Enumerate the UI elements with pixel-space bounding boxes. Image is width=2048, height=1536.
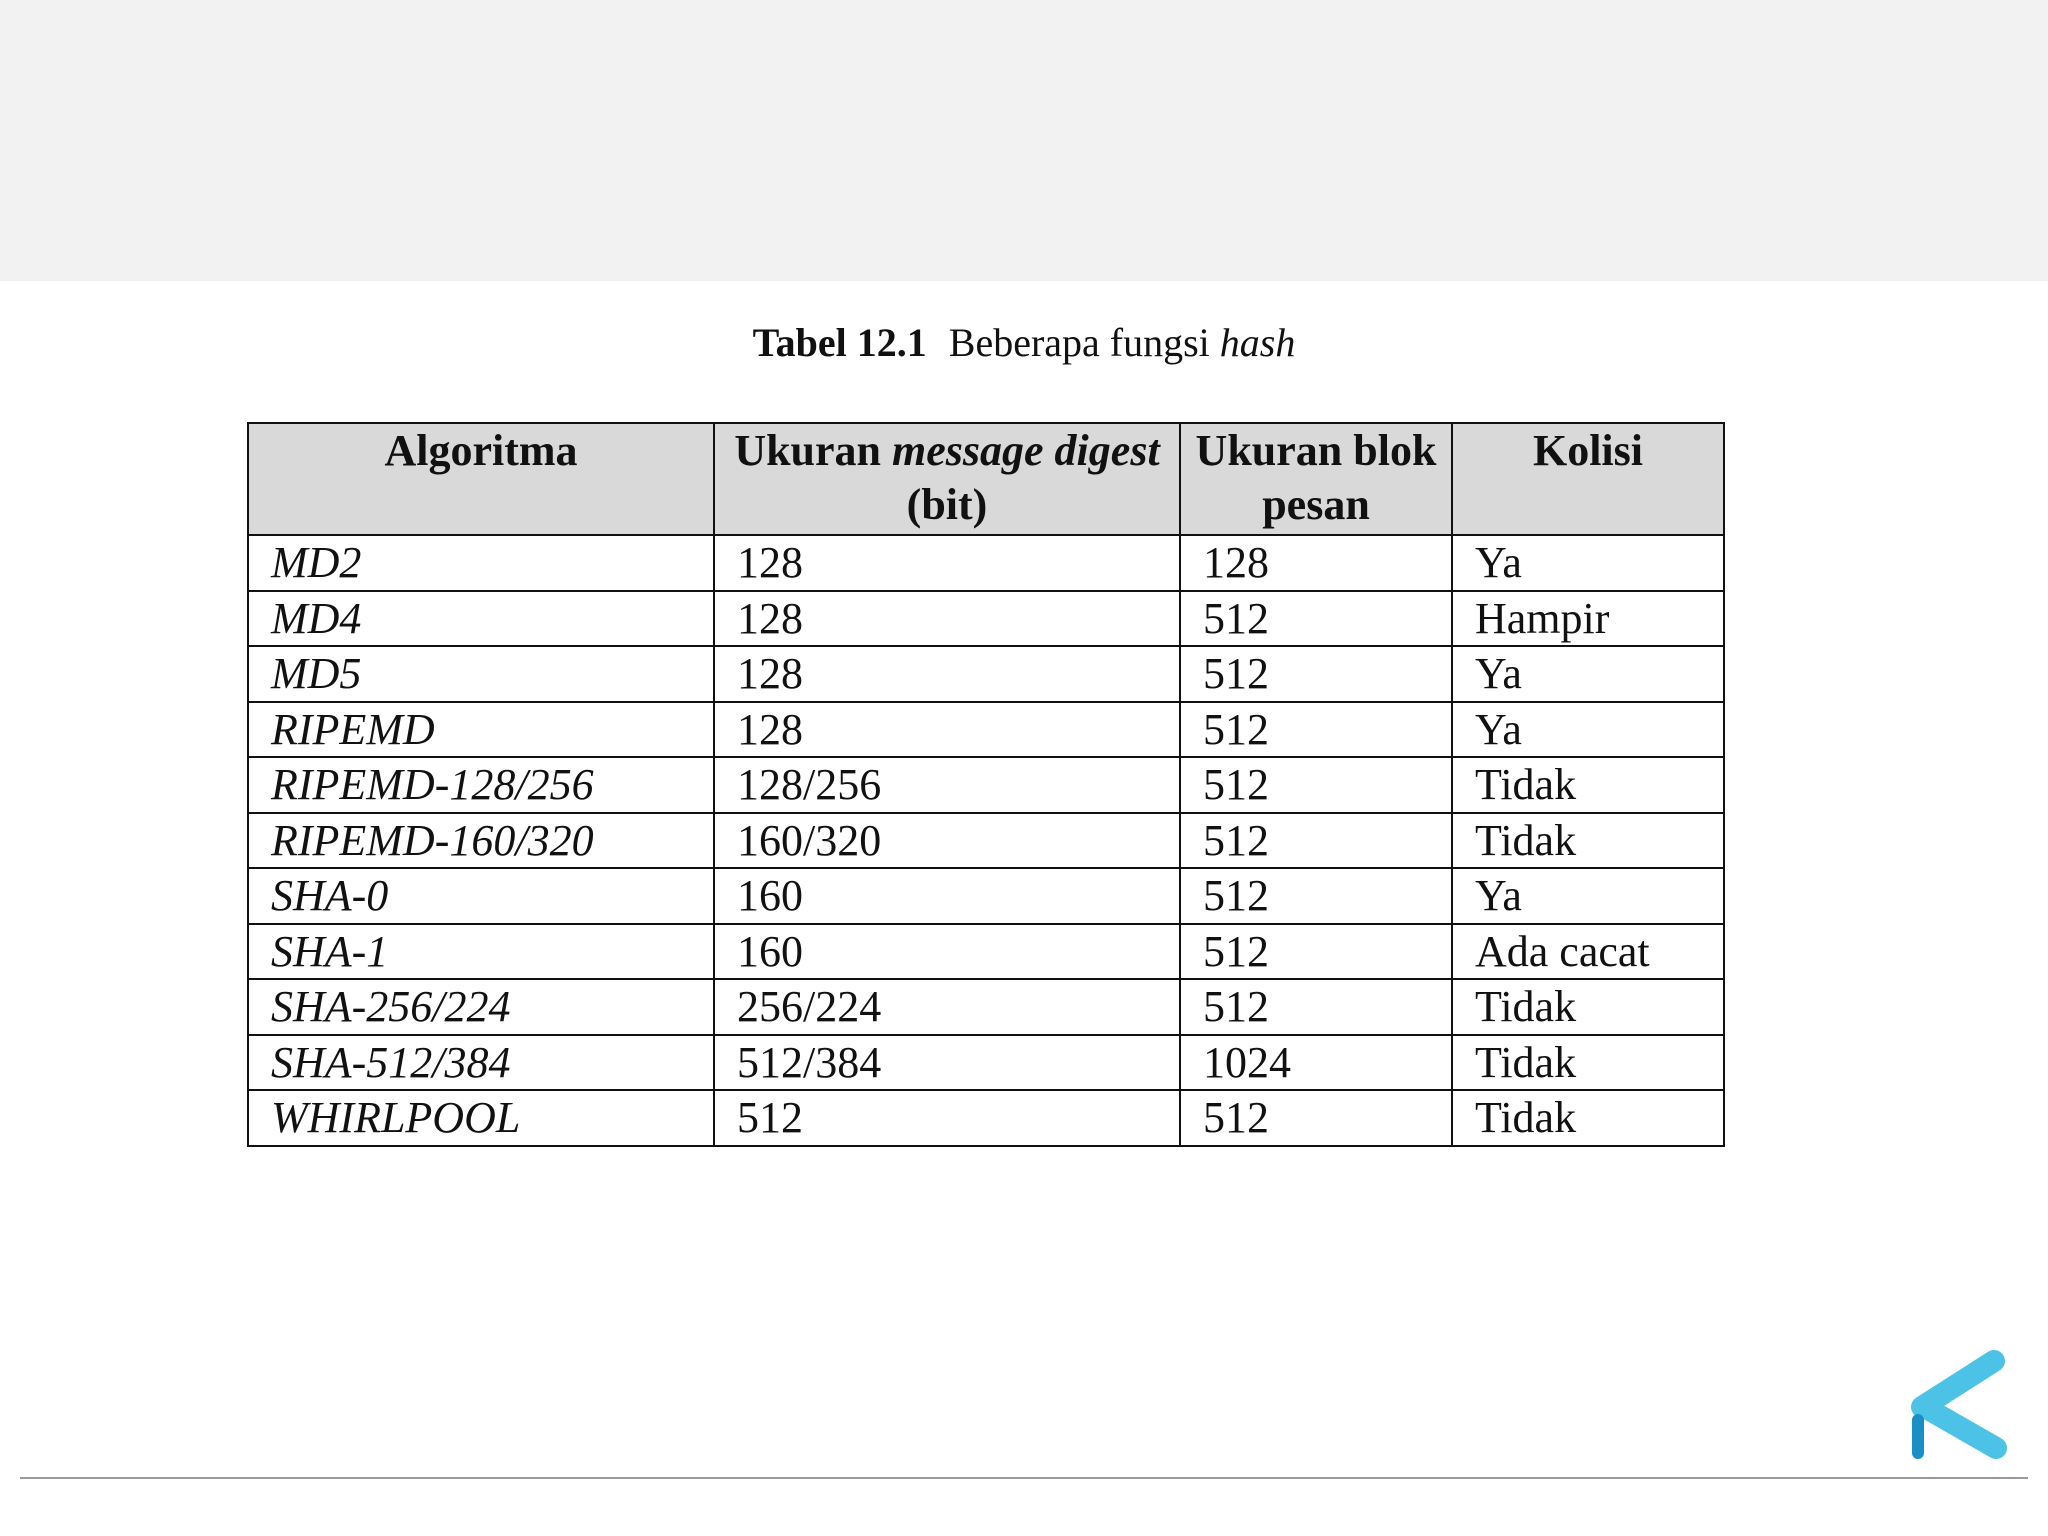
table-row [248,979,1724,1035]
cell-collision: Tidak [1452,1035,1724,1091]
cell-collision: Tidak [1452,1090,1724,1146]
table-row [248,702,1724,758]
cell-digest-size: 160 [714,868,1180,924]
cell-collision: Ya [1452,868,1724,924]
cell-block-size: 1024 [1180,1035,1452,1091]
header-block-size: Ukuran blok pesan [1180,423,1452,535]
table-row [248,1035,1724,1091]
header-collision: Kolisi [1452,423,1724,535]
cell-collision: Tidak [1452,757,1724,813]
hash-function-table [247,422,1725,1147]
table-row [248,535,1724,591]
header-row [248,423,1724,535]
header-algorithm: Algoritma [248,423,714,535]
header-digest-em: message digest [892,426,1160,475]
cell-digest-size: 128 [714,702,1180,758]
cell-algorithm: WHIRLPOOL [248,1090,714,1146]
cell-block-size: 512 [1180,591,1452,647]
cell-collision: Hampir [1452,591,1724,647]
table-header [248,423,1724,535]
cell-digest-size: 128 [714,535,1180,591]
cell-algorithm: RIPEMD [248,702,714,758]
cell-collision: Ya [1452,702,1724,758]
table-row [248,591,1724,647]
cell-digest-size: 160/320 [714,813,1180,869]
cell-digest-size: 128/256 [714,757,1180,813]
cell-block-size: 512 [1180,757,1452,813]
table-row [248,757,1724,813]
cell-algorithm: MD4 [248,591,714,647]
table-row [248,813,1724,869]
caption-term: hash [1219,320,1296,365]
cell-collision: Ya [1452,535,1724,591]
cell-digest-size: 160 [714,924,1180,980]
table-row [248,646,1724,702]
table-body [248,535,1724,1146]
cell-digest-size: 128 [714,591,1180,647]
cell-algorithm: SHA-1 [248,924,714,980]
cell-block-size: 512 [1180,979,1452,1035]
k-chevron-logo-icon [1896,1335,2016,1471]
table-row [248,924,1724,980]
cell-algorithm: RIPEMD-160/320 [248,813,714,869]
cell-collision: Tidak [1452,813,1724,869]
table-row [248,868,1724,924]
header-digest-post: (bit) [906,480,988,529]
cell-collision: Ada cacat [1452,924,1724,980]
cell-block-size: 512 [1180,868,1452,924]
cell-block-size: 512 [1180,813,1452,869]
cell-algorithm: SHA-256/224 [248,979,714,1035]
caption-label: Tabel 12.1 [752,320,927,365]
cell-digest-size: 512 [714,1090,1180,1146]
cell-block-size: 128 [1180,535,1452,591]
table-row [248,1090,1724,1146]
cell-collision: Ya [1452,646,1724,702]
cell-digest-size: 512/384 [714,1035,1180,1091]
header-digest-size [714,423,1180,535]
footer-divider [20,1477,2028,1479]
cell-block-size: 512 [1180,1090,1452,1146]
cell-digest-size: 256/224 [714,979,1180,1035]
table-caption [0,318,2048,368]
cell-algorithm: MD2 [248,535,714,591]
cell-block-size: 512 [1180,646,1452,702]
cell-algorithm: SHA-512/384 [248,1035,714,1091]
header-digest-pre: Ukuran [734,426,882,475]
caption-text: Beberapa fungsi [948,320,1210,365]
slide-header-band [0,0,2048,281]
cell-block-size: 512 [1180,924,1452,980]
logo-lower-stroke [1928,1409,1996,1448]
cell-algorithm: RIPEMD-128/256 [248,757,714,813]
cell-digest-size: 128 [714,646,1180,702]
cell-algorithm: MD5 [248,646,714,702]
cell-collision: Tidak [1452,979,1724,1035]
cell-algorithm: SHA-0 [248,868,714,924]
cell-block-size: 512 [1180,702,1452,758]
